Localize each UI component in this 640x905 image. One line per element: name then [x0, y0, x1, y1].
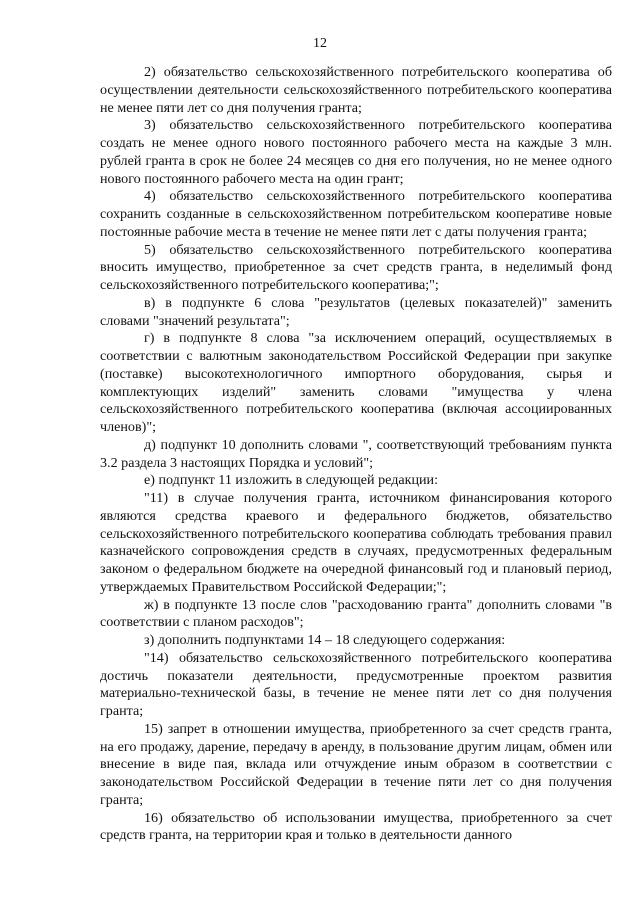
paragraph-subclause-z: з) дополнить подпунктами 14 – 18 следующего содержания:	[144, 632, 506, 648]
paragraph-subclause-g: г) в подпункте 8 слова "за исключением операций, осуществляемых в соответствии с валютным законодательством Российской Федерации при закупке (поставке) высокотехнологичного импортного оборудования, сырья и комплектующих изделий" заменить словами "имущества у члена сельскохозяйственного потребительского кооператива (включая ассоциированных членов)";	[100, 330, 612, 435]
paragraph-item-16: 16) обязательство об использовании имущества, приобретенного за счет средств гранта, на территории края и только в деятельности данного	[100, 809, 612, 844]
paragraph-item-5: 5) обязательство сельскохозяйственного потребительского кооператива вносить имущество, приобретенное за счет средств гранта, в неделимый фонд сельскохозяйственного потребительского кооператива;";	[100, 241, 612, 293]
paragraph-item-4: 4) обязательство сельскохозяйственного потребительского кооператива сохранить созданные в сельскохозяйственном потребительском кооперативе новые постоянные рабочие места в течение не менее пяти лет с даты получения гранта;	[100, 188, 612, 240]
document-body	[100, 64, 612, 845]
paragraph-subclause-d: д) подпункт 10 дополнить словами ", соответствующий требованиям пункта 3.2 раздела 3 настоящих Порядка и условий";	[100, 436, 612, 471]
paragraph-subclause-v: в) в подпункте 6 слова "результатов (целевых показателей)" заменить словами "значений результата";	[100, 294, 612, 329]
paragraph-item-11: "11) в случае получения гранта, источником финансирования которого являются средства краевого и федерального бюджетов, обязательство сельскохозяйственного потребительского кооператива соблюдать требования правил казначейского сопровождения средств в случаях, предусмотренных федеральным законом о федеральном бюджете на очередной финансовый год и плановый период, утверждаемых Правительством Российской Федерации;";	[100, 490, 612, 595]
paragraph-item-2: 2) обязательство сельскохозяйственного потребительского кооператива об осуществлении деятельности сельскохозяйственного потребительского кооператива не менее пяти лет со дня получения гранта;	[100, 64, 612, 116]
paragraph-subclause-e: е) подпункт 11 изложить в следующей редакции:	[144, 472, 439, 489]
paragraph-item-15: 15) запрет в отношении имущества, приобретенного за счет средств гранта, на его продажу, дарение, передачу в аренду, в пользование другим лицам, обмен или внесение в виде пая, вклада или отчуждение иным образом в соответствии с законодательством Российской Федерации в течение пяти лет со дня получения гранта;	[100, 720, 612, 808]
page-number: 12	[313, 36, 327, 51]
paragraph-item-3: 3) обязательство сельскохозяйственного потребительского кооператива создать не менее одного нового постоянного рабочего места на каждые 3 млн. рублей гранта в срок не более 24 месяцев со дня его получения, но не менее одного нового постоянного рабочего места на один грант;	[100, 117, 612, 187]
paragraph-item-14: "14) обязательство сельскохозяйственного потребительского кооператива достичь показатели деятельности, предусмотренные проектом развития материально-технической базы, в течение не менее пяти лет со дня получения гранта;	[100, 649, 612, 719]
paragraph-subclause-zh: ж) в подпункте 13 после слов "расходованию гранта" дополнить словами "в соответствии с планом расходов";	[100, 596, 612, 631]
